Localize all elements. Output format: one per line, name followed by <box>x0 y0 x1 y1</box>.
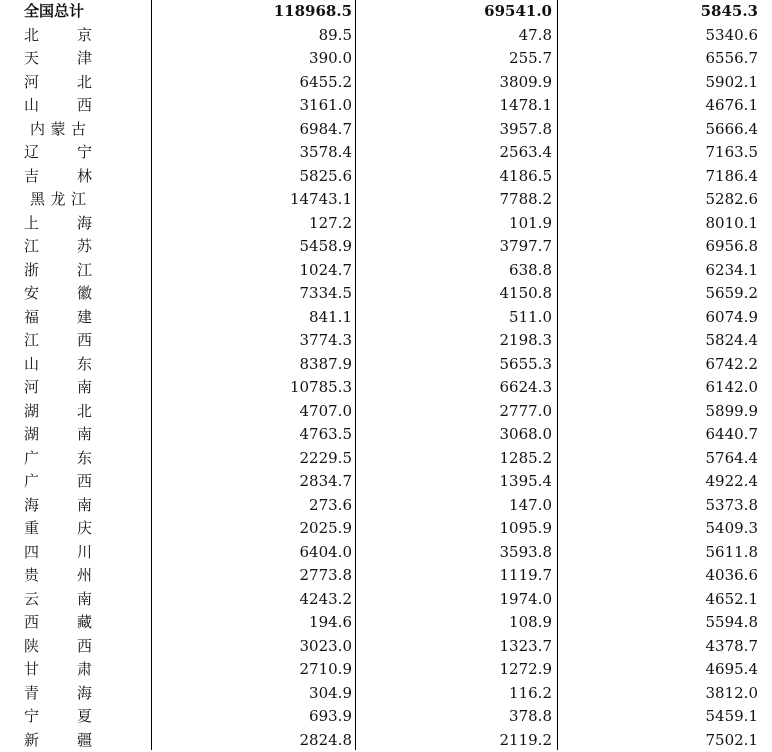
column-2-value: 2198.3 <box>500 329 553 353</box>
column-3-value: 6556.7 <box>706 47 759 71</box>
table-row <box>0 423 772 447</box>
column-3-value: 4036.6 <box>706 564 759 588</box>
table-row <box>0 118 772 142</box>
table-row <box>0 306 772 330</box>
column-3-value: 5666.4 <box>706 118 759 142</box>
column-3-value: 4378.7 <box>706 635 759 659</box>
column-3-value: 5764.4 <box>706 447 759 471</box>
column-2-value: 2777.0 <box>500 400 553 424</box>
column-2-value: 1095.9 <box>500 517 553 541</box>
region-label: 广东 <box>24 447 92 471</box>
column-3-value: 5459.1 <box>706 705 759 729</box>
table-row <box>0 141 772 165</box>
region-label: 天津 <box>24 47 92 71</box>
column-2-value: 47.8 <box>519 24 552 48</box>
table-row <box>0 235 772 259</box>
column-2-value: 1285.2 <box>500 447 553 471</box>
region-label: 全国总计 <box>24 0 84 24</box>
column-1-value: 3774.3 <box>300 329 353 353</box>
table-row <box>0 24 772 48</box>
column-1-value: 2824.8 <box>300 729 353 752</box>
column-2-value: 3797.7 <box>500 235 553 259</box>
column-3-value: 5340.6 <box>706 24 759 48</box>
column-3-value: 4676.1 <box>706 94 759 118</box>
column-3-value: 6742.2 <box>706 353 759 377</box>
table-row <box>0 705 772 729</box>
column-2-value: 5655.3 <box>500 353 553 377</box>
column-1-value: 118968.5 <box>274 0 352 24</box>
table-row <box>0 71 772 95</box>
column-2-value: 511.0 <box>509 306 552 330</box>
column-2-value: 1478.1 <box>500 94 553 118</box>
column-1-value: 6404.0 <box>300 541 353 565</box>
column-1-value: 693.9 <box>309 705 352 729</box>
column-3-value: 5611.8 <box>706 541 759 565</box>
column-3-value: 5659.2 <box>706 282 759 306</box>
column-3-value: 6956.8 <box>706 235 759 259</box>
column-2-value: 147.0 <box>509 494 552 518</box>
table-row <box>0 400 772 424</box>
region-label: 山东 <box>24 353 92 377</box>
column-1-value: 8387.9 <box>300 353 353 377</box>
table-row <box>0 188 772 212</box>
column-3-value: 5824.4 <box>706 329 759 353</box>
column-2-value: 116.2 <box>509 682 552 706</box>
table-row <box>0 588 772 612</box>
column-3-value: 5899.9 <box>706 400 759 424</box>
region-label: 上海 <box>24 212 92 236</box>
region-label: 河南 <box>24 376 92 400</box>
column-2-value: 101.9 <box>509 212 552 236</box>
column-1-value: 2773.8 <box>300 564 353 588</box>
table-row <box>0 47 772 71</box>
region-label: 吉林 <box>24 165 92 189</box>
column-1-value: 7334.5 <box>300 282 353 306</box>
table-row <box>0 729 772 752</box>
region-label: 四川 <box>24 541 92 565</box>
column-3-value: 5373.8 <box>706 494 759 518</box>
column-3-value: 4922.4 <box>706 470 759 494</box>
region-label: 江西 <box>24 329 92 353</box>
column-2-value: 638.8 <box>509 259 552 283</box>
column-1-value: 304.9 <box>309 682 352 706</box>
column-3-value: 7502.1 <box>706 729 759 752</box>
region-label: 陕西 <box>24 635 92 659</box>
table-row <box>0 635 772 659</box>
column-1-value: 5825.6 <box>300 165 353 189</box>
region-label: 内蒙古 <box>30 118 86 142</box>
column-1-value: 3023.0 <box>300 635 353 659</box>
column-1-value: 14743.1 <box>290 188 352 212</box>
column-1-value: 6984.7 <box>300 118 353 142</box>
column-2-value: 1272.9 <box>500 658 553 682</box>
region-label: 西藏 <box>24 611 92 635</box>
table-row <box>0 470 772 494</box>
column-3-value: 4652.1 <box>706 588 759 612</box>
column-1-value: 1024.7 <box>300 259 353 283</box>
region-label: 江苏 <box>24 235 92 259</box>
region-label: 宁夏 <box>24 705 92 729</box>
column-3-value: 5282.6 <box>706 188 759 212</box>
column-2-value: 6624.3 <box>500 376 553 400</box>
table-row <box>0 611 772 635</box>
region-label: 黑龙江 <box>30 188 86 212</box>
column-2-value: 4186.5 <box>500 165 553 189</box>
column-1-value: 89.5 <box>319 24 352 48</box>
table-row <box>0 353 772 377</box>
column-1-value: 2025.9 <box>300 517 353 541</box>
column-3-value: 5902.1 <box>706 71 759 95</box>
table-row <box>0 329 772 353</box>
column-3-value: 7163.5 <box>706 141 759 165</box>
table-row <box>0 494 772 518</box>
table-row <box>0 282 772 306</box>
region-label: 福建 <box>24 306 92 330</box>
column-2-value: 7788.2 <box>500 188 553 212</box>
column-1-value: 4763.5 <box>300 423 353 447</box>
table-row <box>0 447 772 471</box>
region-label: 湖南 <box>24 423 92 447</box>
column-2-value: 3068.0 <box>500 423 553 447</box>
column-2-value: 1974.0 <box>500 588 553 612</box>
column-1-value: 3578.4 <box>300 141 353 165</box>
region-label: 甘肃 <box>24 658 92 682</box>
column-1-value: 3161.0 <box>300 94 353 118</box>
region-label: 湖北 <box>24 400 92 424</box>
region-label: 辽宁 <box>24 141 92 165</box>
column-2-value: 2563.4 <box>500 141 553 165</box>
table-row <box>0 259 772 283</box>
column-3-value: 6234.1 <box>706 259 759 283</box>
column-1-value: 2710.9 <box>300 658 353 682</box>
region-label: 广西 <box>24 470 92 494</box>
table-row <box>0 517 772 541</box>
table-row <box>0 682 772 706</box>
column-1-value: 4243.2 <box>300 588 353 612</box>
table-row <box>0 658 772 682</box>
region-label: 云南 <box>24 588 92 612</box>
region-label: 浙江 <box>24 259 92 283</box>
column-1-value: 2834.7 <box>300 470 353 494</box>
column-1-value: 6455.2 <box>300 71 353 95</box>
table-row <box>0 564 772 588</box>
column-3-value: 6074.9 <box>706 306 759 330</box>
region-label: 北京 <box>24 24 92 48</box>
column-1-value: 4707.0 <box>300 400 353 424</box>
column-2-value: 3593.8 <box>500 541 553 565</box>
column-2-value: 1323.7 <box>500 635 553 659</box>
column-2-value: 3957.8 <box>500 118 553 142</box>
region-label: 山西 <box>24 94 92 118</box>
column-1-value: 841.1 <box>309 306 352 330</box>
region-label: 海南 <box>24 494 92 518</box>
column-3-value: 3812.0 <box>706 682 759 706</box>
column-1-value: 2229.5 <box>300 447 353 471</box>
column-2-value: 1395.4 <box>500 470 553 494</box>
table-row <box>0 212 772 236</box>
column-1-value: 390.0 <box>309 47 352 71</box>
region-label: 青海 <box>24 682 92 706</box>
column-3-value: 6142.0 <box>706 376 759 400</box>
column-2-value: 4150.8 <box>500 282 553 306</box>
column-1-value: 194.6 <box>309 611 352 635</box>
column-3-value: 6440.7 <box>706 423 759 447</box>
column-3-value: 7186.4 <box>706 165 759 189</box>
column-2-value: 1119.7 <box>500 564 553 588</box>
column-3-value: 8010.1 <box>706 212 759 236</box>
column-1-value: 10785.3 <box>290 376 352 400</box>
column-2-value: 2119.2 <box>500 729 553 752</box>
region-label: 贵州 <box>24 564 92 588</box>
table-row <box>0 165 772 189</box>
column-3-value: 5594.8 <box>706 611 759 635</box>
column-3-value: 5845.3 <box>701 0 758 24</box>
column-1-value: 273.6 <box>309 494 352 518</box>
column-2-value: 3809.9 <box>500 71 553 95</box>
column-1-value: 5458.9 <box>300 235 353 259</box>
national-total-row <box>0 0 772 24</box>
region-label: 河北 <box>24 71 92 95</box>
column-3-value: 4695.4 <box>706 658 759 682</box>
table-row <box>0 94 772 118</box>
column-2-value: 378.8 <box>509 705 552 729</box>
column-1-value: 127.2 <box>309 212 352 236</box>
region-label: 重庆 <box>24 517 92 541</box>
column-2-value: 69541.0 <box>484 0 552 24</box>
region-label: 安徽 <box>24 282 92 306</box>
column-3-value: 5409.3 <box>706 517 759 541</box>
table-row <box>0 541 772 565</box>
column-2-value: 108.9 <box>509 611 552 635</box>
region-label: 新疆 <box>24 729 92 752</box>
column-2-value: 255.7 <box>509 47 552 71</box>
table-row <box>0 376 772 400</box>
